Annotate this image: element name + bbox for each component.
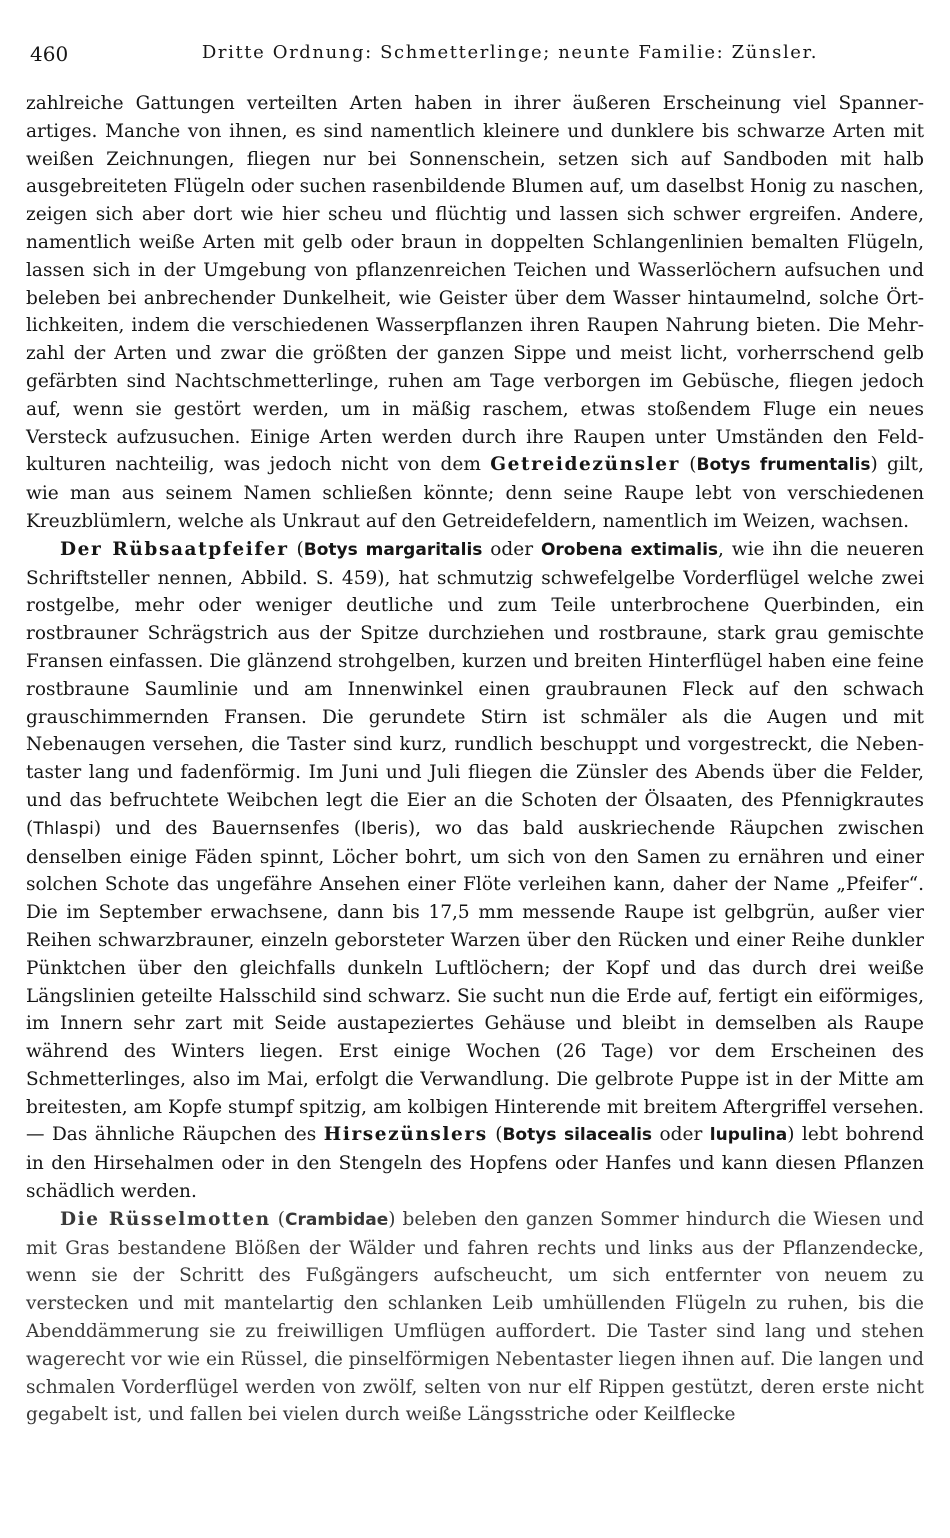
- body-text: [26, 90, 924, 1429]
- running-head: Dritte Ordnung: Schmetterlinge; neunte Familie: Zünsler.: [201, 42, 819, 63]
- text-run: ) und des Bauernsenfes (: [93, 817, 362, 839]
- latin-name-crambidae: Crambidae: [285, 1209, 389, 1230]
- text-run: oder: [482, 538, 541, 560]
- paragraph-ruesselmotten: [26, 1206, 924, 1429]
- text-run: oder: [652, 1124, 710, 1146]
- text-run: ) beleben den ganzen Sommer hindurch die Wiesen und mit Gras bestandene Blößen der Wälder und fahren rechts und links aus der Pflanzendecke, wenn sie der Schritt des Fußgängers aufscheucht, um sich entfernter von neuem zu verstecken und mit mantelartig den schlanken Leib umhüllenden Flügeln zu ruhen, bis die Abenddämmerung sie zu freiwilligen Umflügen auffordert. Die Taster sind lang und stehen wagerecht vor wie ein Rüssel, die pinselförmigen Nebentaster liegen ihnen auf. Die langen und schmalen Vorderflügel werden von zwölf, selten von nur elf Rippen gestützt, deren erste nicht gegabelt ist, und fallen bei vielen durch weiße Längsstriche oder Keilflecke: [26, 1208, 924, 1426]
- species-name-getreidezuensler: Getreidezünsler: [490, 454, 680, 476]
- latin-name-iberis: Iberis: [361, 818, 408, 839]
- text-run: ), wo das bald auskriechende Räupchen zwischen denselben einige Fäden spinnt, Löcher bohrt, um sich von den Samen zu ernähren und einer solchen Schote das ungefähre Ansehen einer Flöte verleihen kann, daher der Name „Pfeifer“. Die im September erwachsene, dann bis 17,5 mm messende Raupe ist gelbgrün, außer vier Reihen schwarzbrauner, einzeln geborsteter Warzen über den Rücken und einer Reihe dunkler Pünktchen über den gleichfalls dunkeln Luftlöchern; der Kopf und das durch drei weiße Längslinien geteilte Halsschild sind schwarz. Sie sucht nun die Erde auf, fertigt ein eiförmiges, im Innern sehr zart mit Seide austapeziertes Gehäuse und bleibt in demselben als Raupe während des Winters liegen. Erst einige Wochen (26 Tage) vor dem Erscheinen des Schmetterlinges, also im Mai, erfolgt die Verwandlung. Die gelbrote Puppe ist in der Mitte am breitesten, am Kopfe stumpf spitzig, am kolbigen Hinterende mit breitem Aftergriffel versehen. — Das ähnliche Räupchen des: [26, 817, 924, 1146]
- latin-name-botys-margaritalis: Botys margaritalis: [303, 539, 483, 560]
- text-run: (: [679, 454, 697, 476]
- text-run: , wie ihn die neueren Schriftsteller nennen, Abbild. S. 459), hat schmutzig schwefelgelbe Vorderflügel welche zwei rostgelbe, mehr oder weniger deutliche und zum Teile unterbrochene Querbinden, ein rostbrauner Schrägstrich aus der Spitze durchziehen und rostbraune, stark grau gemischte Fransen einfassen. Die glänzend strohgelben, kurzen und breiten Hinterflügel haben eine feine rostbraune Saumlinie und am Innenwinkel einen graubraunen Fleck auf den schwach grauschimmernden Fransen. Die gerundete Stirn ist schmäler als die Augen und mit Nebenaugen versehen, die Taster sind kurz, rundlich beschuppt und vorgestreckt, die Nebentaster lang und fadenförmig. Im Juni und Juli fliegen die Zünsler des Abends über die Felder, und das befruchtete Weibchen legt die Eier an die Schoten der Ölsaaten, des Pfennigkrautes (: [26, 538, 924, 839]
- text-run: (: [288, 538, 304, 560]
- text-run: (: [487, 1124, 503, 1146]
- family-name-ruesselmotten: Die Rüsselmotten: [60, 1208, 271, 1230]
- latin-name-botys-silacealis: Botys silacealis: [502, 1125, 653, 1146]
- latin-name-lupulina: lupulina: [709, 1125, 788, 1146]
- paragraph-ruebsaatpfeifer: [26, 536, 924, 1206]
- text-run: ) lebt bohrend in den Hirsehalmen oder in den Stengeln des Hopfens oder Hanfes und kann diesen Pflanzen schädlich werden.: [26, 1124, 924, 1203]
- text-run: zahlreiche Gattungen verteilten Arten haben in ihrer äußeren Erscheinung viel Spannerartiges. Manche von ihnen, es sind namentlich kleinere und dunklere bis schwarze Arten mit weißen Zeichnungen, fliegen nur bei Sonnenschein, setzen sich auf Sandboden mit halb ausgebreiteten Flügeln oder suchen rasenbildende Blumen auf, um daselbst Honig zu naschen, zeigen sich aber dort wie hier scheu und flüchtig und lassen sich schwer ergreifen. Andere, namentlich weiße Arten mit gelb oder braun in doppelten Schlangenlinien bemalten Flügeln, lassen sich in der Umgebung von pflanzenreichen Teichen und Wasserlöchern aufsuchen und beleben bei anbrechender Dunkelheit, wie Geister über dem Wasser hintaumelnd, solche Örtlichkeiten, indem die verschiedenen Wasserpflanzen ihren Raupen Nahrung bieten. Die Mehrzahl der Arten und zwar die größten der ganzen Sippe und meist licht, vorherrschend gelb gefärbten sind Nachtschmetterlinge, ruhen am Tage verborgen im Gebüsche, fliegen jedoch auf, wenn sie gestört werden, um in mäßig raschem, etwas stoßendem Fluge ein neues Versteck aufzusuchen. Einige Arten werden durch ihre Raupen unter Umständen den Feldkulturen nachteilig, was jedoch nicht von dem: [26, 93, 924, 476]
- paragraph-intro: [26, 90, 924, 536]
- text-run: (: [270, 1208, 286, 1230]
- page-number: 460: [30, 42, 69, 66]
- latin-name-thlaspi: Thlaspi: [33, 818, 94, 839]
- latin-name-botys-frumentalis: Botys frumentalis: [696, 455, 871, 476]
- species-name-hirsezuensler: Hirsezünslers: [323, 1124, 488, 1146]
- text-run: ) gilt, wie man aus seinem Namen schließen könnte; denn seine Raupe lebt von verschiedenen Kreuzblümlern, welche als Unkraut auf den Getreidefeldern, namentlich im Weizen, wachsen.: [26, 454, 924, 532]
- latin-name-orobena-extimalis: Orobena extimalis: [540, 539, 719, 560]
- page-header: [26, 42, 924, 82]
- species-name-ruebsaatpfeifer: Der Rübsaatpfeifer: [60, 538, 289, 560]
